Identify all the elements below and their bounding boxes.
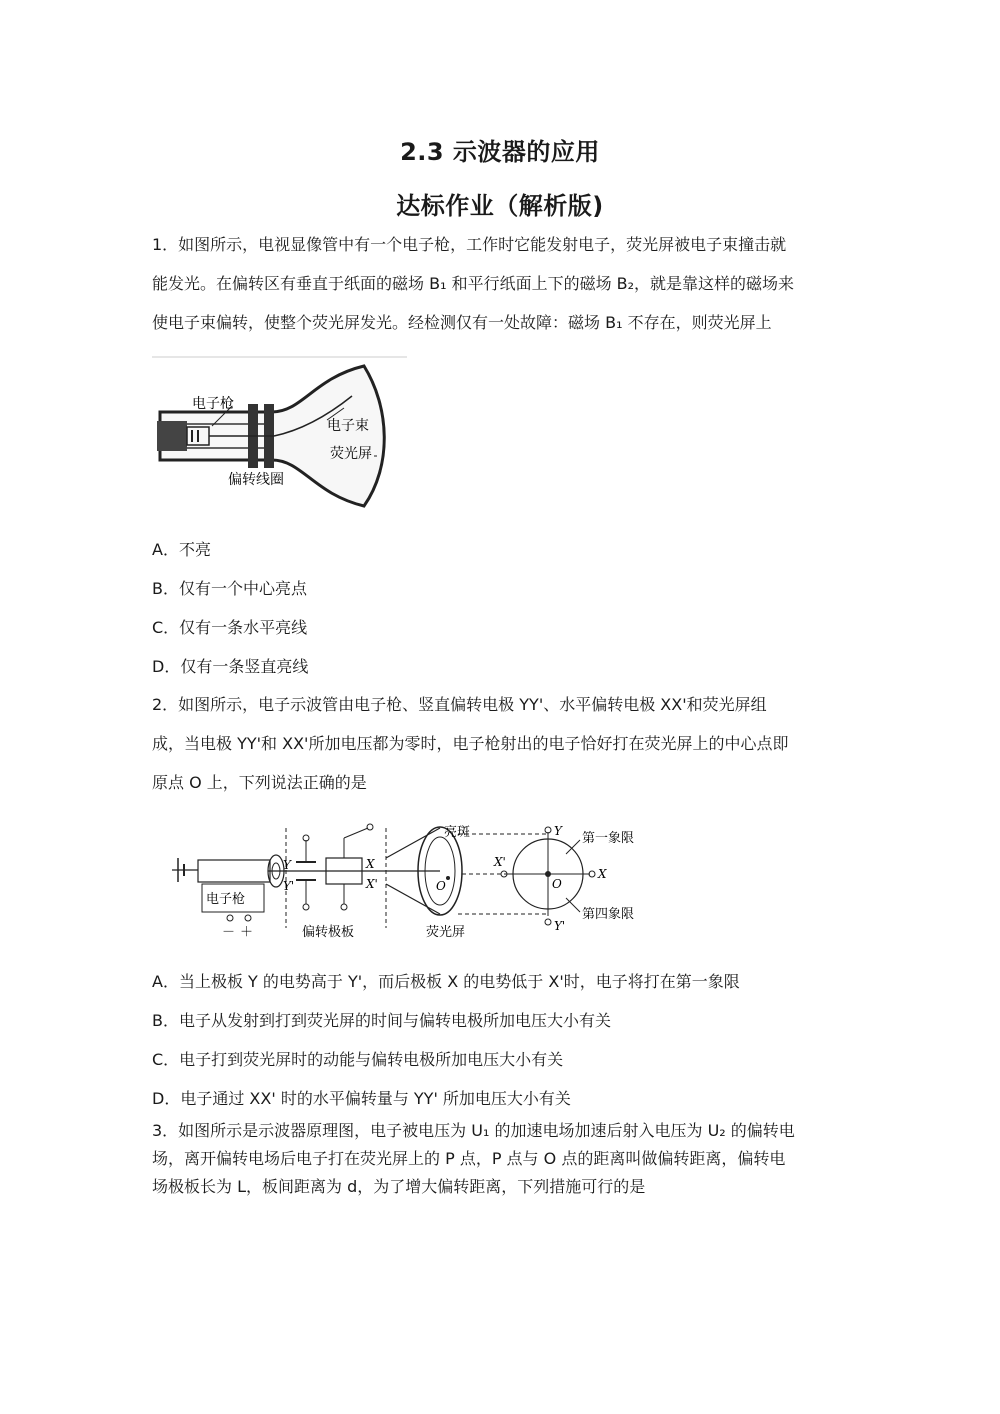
question-3-stem [152,1120,852,1204]
question-2-stem [152,694,852,811]
question-2-line: 成，当电极 YY'和 XX'所加电压都为零时，电子枪射出的电子恰好打在荧光屏上的中心点即 [152,734,789,753]
q2-option-b: B．电子从发射到打到荧光屏的时间与偏转电极所加电压大小有关 [152,1011,611,1030]
x-plate-label: X [366,857,375,871]
q1-option-b: B．仅有一个中心亮点 [152,579,307,598]
y-plate-label: Y [283,858,291,872]
q1-option-c: C．仅有一条水平亮线 [152,618,308,637]
question-1-line: 使电子束偏转，使整个荧光屏发光。经检测仅有一处故障：磁场 B₁ 不存在，则荧光屏上 [152,313,772,332]
x-prime-axis-label: X' [494,855,506,869]
minus-sign: － [222,925,236,940]
question-1-line: 1．如图所示，电视显像管中有一个电子枪，工作时它能发射电子，荧光屏被电子束撞击就 [152,235,787,254]
beam-label: 电子束 [327,418,369,434]
x-prime-plate-label: X' [366,877,378,891]
screen-label: 荧光屏 [426,925,466,940]
y-axis-label: Y [554,824,562,838]
q2-option-c: C．电子打到荧光屏时的动能与偏转电极所加电压大小有关 [152,1050,564,1069]
gun-label: 电子枪 [206,892,246,907]
q1-option-d: D．仅有一条竖直亮线 [152,657,309,676]
screen-label: 荧光屏 [330,446,372,462]
gun-label: 电子枪 [192,396,234,412]
plus-sign: ＋ [240,925,254,940]
question-1-line: 能发光。在偏转区有垂直于纸面的磁场 B₁ 和平行纸面上下的磁场 B₂，就是靠这样的磁场来 [152,274,795,293]
origin-label: O [436,879,446,893]
question-1-stem [152,234,852,351]
y-prime-axis-label: Y' [554,919,566,933]
oscilloscope-tube-figure [168,818,658,948]
quadrant-1-label: 第一象限 [582,831,635,846]
screen-origin-label: O [552,877,562,891]
y-prime-plate-label: Y' [283,879,295,893]
q2-option-d: D．电子通过 XX' 时的水平偏转量与 YY' 所加电压大小有关 [152,1089,571,1108]
plates-label: 偏转极板 [302,925,355,940]
page-title: 2.3 示波器的应用 [400,138,600,166]
coil-label: 偏转线圈 [228,472,284,488]
question-3-line: 场极板长为 L，板间距离为 d，为了增大偏转距离，下列措施可行的是 [152,1177,646,1196]
question-2-line: 原点 O 上，下列说法正确的是 [152,773,367,792]
crt-tube-figure [152,356,407,514]
question-3-line: 3．如图所示是示波器原理图，电子被电压为 U₁ 的加速电场加速后射入电压为 U₂ 的偏转电 [152,1121,795,1140]
q1-option-a: A．不亮 [152,540,211,559]
spot-label: 亮斑 [444,825,471,840]
quadrant-4-label: 第四象限 [582,907,635,922]
x-axis-label: X [598,867,607,881]
page-subtitle: 达标作业（解析版) [396,192,604,220]
question-3-line: 场，离开偏转电场后电子打在荧光屏上的 P 点，P 点与 O 点的距离叫做偏转距离，偏转电 [152,1149,786,1168]
q2-option-a: A．当上极板 Y 的电势高于 Y'，而后极板 X 的电势低于 X'时，电子将打在第一象限 [152,972,740,991]
question-2-line: 2．如图所示，电子示波管由电子枪、竖直偏转电极 YY'、水平偏转电极 XX'和荧光屏组 [152,695,767,714]
